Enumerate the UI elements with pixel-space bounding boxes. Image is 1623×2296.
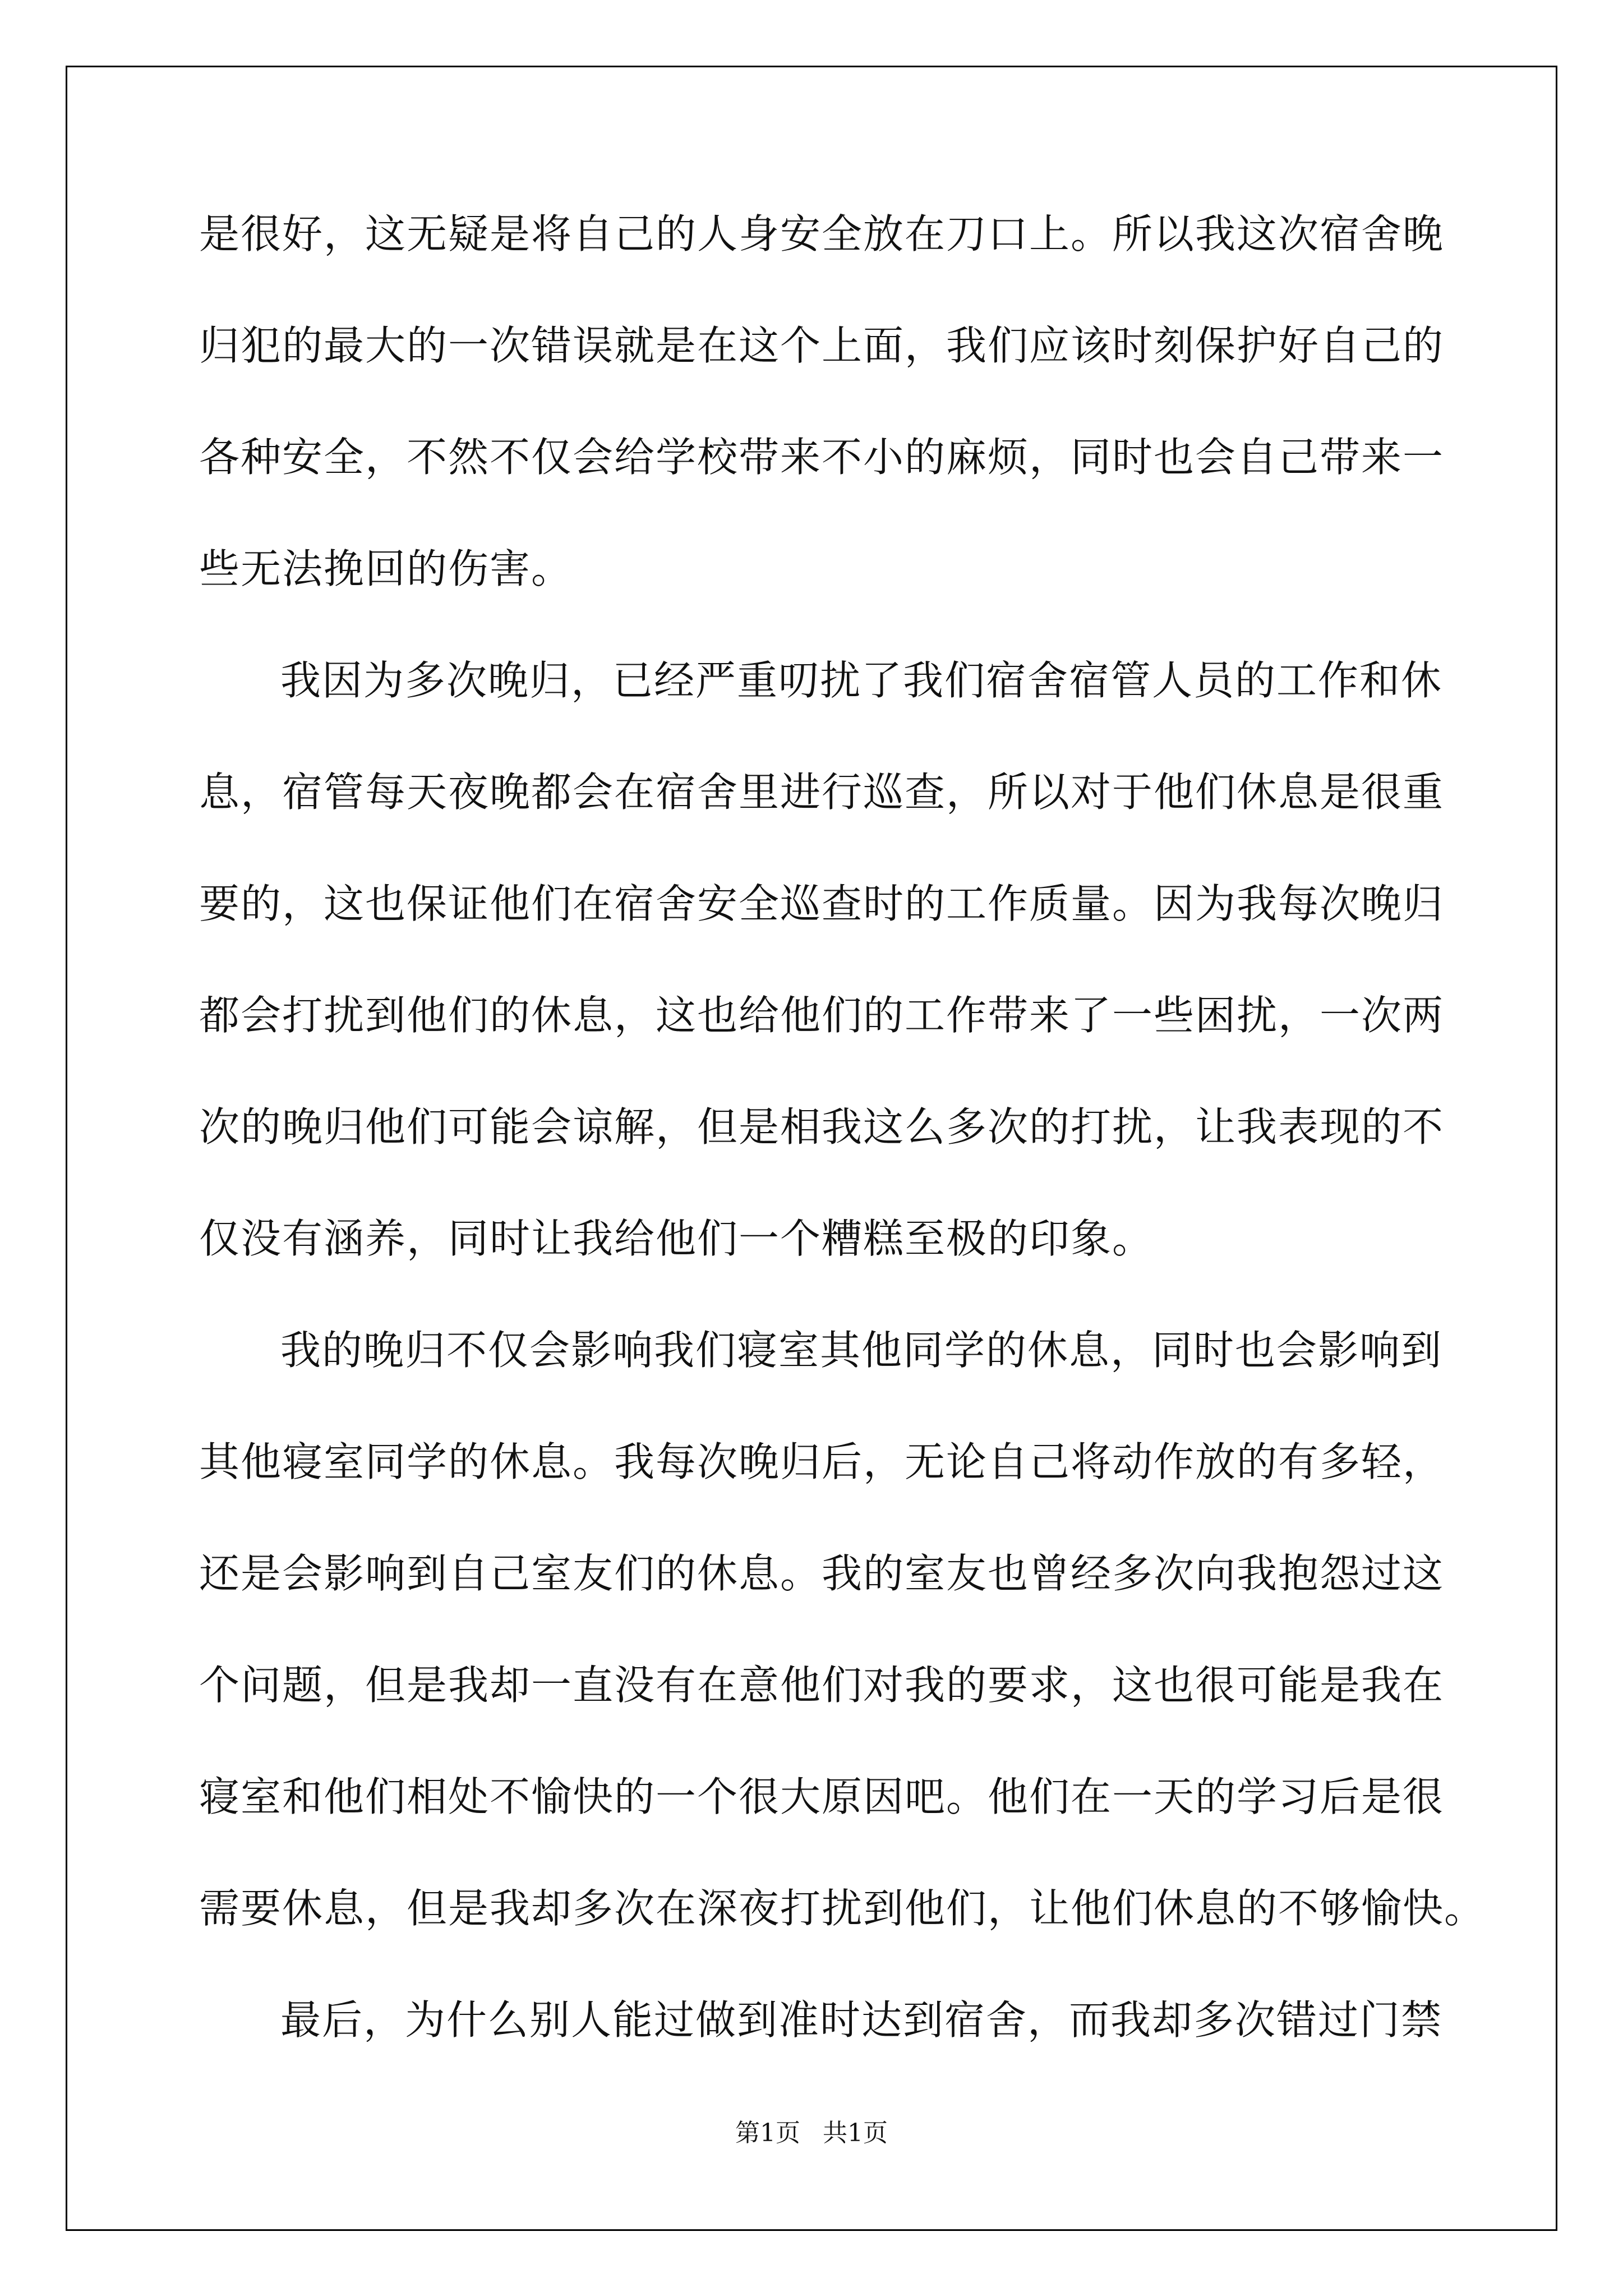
text-line: 还是会影响到自己室友们的休息。我的室友也曾经多次向我抱怨过这 xyxy=(199,1550,1445,1597)
page-footer xyxy=(0,2118,1623,2149)
text-line: 仅没有涵养，同时让我给他们一个糟糕至极的印象。 xyxy=(199,1215,1154,1262)
text-line: 个问题，但是我却一直没有在意他们对我的要求，这也很可能是我在 xyxy=(199,1662,1445,1709)
paragraph-first-line: 我因为多次晚归，已经严重叨扰了我们宿舍宿管人员的工作和休 xyxy=(280,657,1443,704)
text-line: 各种安全，不然不仅会给学校带来不小的麻烦，同时也会自己带来一 xyxy=(199,434,1445,481)
text-line: 些无法挽回的伤害。 xyxy=(199,545,573,592)
text-line: 需要休息，但是我却多次在深夜打扰到他们，让他们休息的不够愉快。 xyxy=(199,1885,1486,1932)
text-line: 其他寝室同学的休息。我每次晚归后，无论自己将动作放的有多轻， xyxy=(199,1438,1445,1485)
text-line: 次的晚归他们可能会谅解，但是相我这么多次的打扰，让我表现的不 xyxy=(199,1103,1445,1151)
text-line: 都会打扰到他们的休息，这也给他们的工作带来了一些困扰，一次两 xyxy=(199,992,1445,1039)
text-line: 归犯的最大的一次错误就是在这个上面，我们应该时刻保护好自己的 xyxy=(199,322,1445,369)
page-number: 第1页 xyxy=(735,2119,800,2147)
page-total: 共1页 xyxy=(823,2119,888,2147)
text-line: 要的，这也保证他们在宿舍安全巡查时的工作质量。因为我每次晚归 xyxy=(199,880,1445,927)
text-line: 息，宿管每天夜晚都会在宿舍里进行巡查，所以对于他们休息是很重 xyxy=(199,769,1445,816)
text-line: 寝室和他们相处不愉快的一个很大原因吧。他们在一天的学习后是很 xyxy=(199,1773,1445,1820)
paragraph-first-line: 最后，为什么别人能过做到准时达到宿舍，而我却多次错过门禁 xyxy=(280,1996,1443,2044)
paragraph-first-line: 我的晚归不仅会影响我们寝室其他同学的休息，同时也会影响到 xyxy=(280,1327,1443,1374)
text-line: 是很好，这无疑是将自己的人身安全放在刀口上。所以我这次宿舍晚 xyxy=(199,210,1445,257)
